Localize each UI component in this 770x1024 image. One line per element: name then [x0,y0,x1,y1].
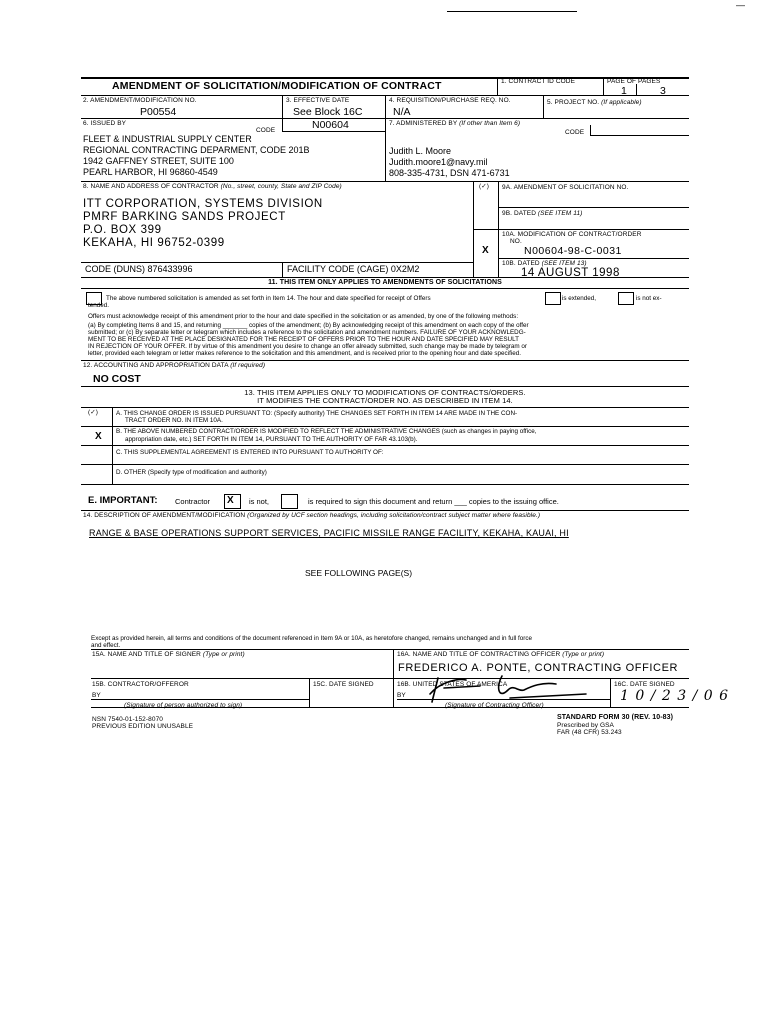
contract-id-label: 1. CONTRACT ID CODE [501,78,576,85]
item-13-d-line: D. OTHER (Specify type of modification and authority) [116,469,267,476]
item-13-heading-1: 13. THIS ITEM APPLIES ONLY TO MODIFICATIONS OF CONTRACTS/ORDERS. [244,388,526,397]
item-9b-label: 9B. DATED (SEE ITEM 11) [502,210,583,217]
page-number: 1 [621,85,627,97]
important-label: E. IMPORTANT: [88,495,158,506]
item-12-label: 12. ACCOUNTING AND APPROPRIATION DATA (If required) [83,362,266,369]
date-signed-16c: 1 0 / 2 3 / 0 6 [620,688,730,704]
administered-by-label: 7. ADMINISTERED BY (If other than Item 6) [389,120,521,127]
requisition-label: 4. REQUISITION/PURCHASE REQ. NO. [389,97,511,104]
issued-by-line-3: 1942 GAFFNEY STREET, SUITE 100 [83,156,234,166]
item-11-para-1: Offers must acknowledge receipt of this amendment prior to the hour and date specified in the solicitation or as amended, by one of the following methods: [88,313,519,320]
item-11-para-5: IN REJECTION OF YOUR OFFER. If by virtue of this amendment you desire to change an offer already submitted, such change may be made by telegram or [88,343,527,350]
item-10b-label: 10B. DATED (SEE ITEM 13) [502,260,587,267]
issued-by-line-1: FLEET & INDUSTRIAL SUPPLY CENTER [83,134,252,144]
page-count: 3 [660,85,666,97]
effective-date-label: 3. EFFECTIVE DATE [286,97,350,104]
item-10a-value: N00604-98-C-0031 [524,245,622,257]
by-label-15: BY [92,692,101,699]
item-15c-label: 15C. DATE SIGNED [313,681,374,688]
item-12-value: NO COST [93,373,141,385]
item-14-description: RANGE & BASE OPERATIONS SUPPORT SERVICES, PACIFIC MISSILE RANGE FACILITY, KEKAHA, KAUAI, HI [89,528,569,538]
is-not-mark: X [227,495,234,506]
item-16a-label: 16A. NAME AND TITLE OF CONTRACTING OFFICER (Type or print) [397,651,605,658]
amendment-no-label: 2. AMENDMENT/MODIFICATION NO. [83,97,197,104]
item-10a-no: NO. [510,238,522,245]
item-13-b-line-1: B. THE ABOVE NUMBERED CONTRACT/ORDER IS MODIFIED TO REFLECT THE ADMINISTRATIVE CHANGES (such as changes in paying office, [116,428,537,435]
item-16c-label: 16C. DATE SIGNED [614,681,675,688]
except-line-1: Except as provided herein, all terms and conditions of the document referenced in Item 9A or 10A, as heretofore changed, remains unchanged and in full force [91,635,533,642]
far-reference: FAR (48 CFR) 53.243 [557,729,622,736]
is-not-label: is not, [249,497,270,506]
item-15a-label: 15A. NAME AND TITLE OF SIGNER (Type or print) [92,651,245,658]
item-11-heading: 11. THIS ITEM ONLY APPLIES TO AMENDMENTS OF SOLICITATIONS [268,279,502,286]
item-13-b-mark: X [95,431,102,442]
item-11-para-2: (a) By completing Items 8 and 15, and returning _______ copies of the amendment; (b) By acknowledging receipt of this amendment on each copy of the offer [88,322,529,329]
tended-label: tended. [88,302,110,309]
item-13-heading-2: IT MODIFIES THE CONTRACT/ORDER NO. AS DESCRIBED IN ITEM 14. [257,396,513,405]
item-11-para-3: submitted; or (c) By separate letter or telegram which includes a reference to the solicitation and amendment numbers. FAILURE OF YOUR ACKNOWLEDG- [88,329,526,336]
not-extended-checkbox[interactable] [618,292,634,305]
item-9a-label: 9A. AMENDMENT OF SOLICITATION NO. [502,184,629,191]
issued-code-label: CODE [256,127,276,134]
is-required-checkbox[interactable] [281,494,298,509]
contractor-label: 8. NAME AND ADDRESS OF CONTRACTOR (No., street, county, State and ZIP Code) [83,183,342,190]
important-contractor: Contractor [175,497,211,506]
previous-edition: PREVIOUS EDITION UNUSABLE [92,723,194,730]
admin-line-1: Judith L. Moore [389,146,452,156]
item-11-para-6: letter, provided each telegram or letter makes reference to the solicitation and this amendment, and is received prior to the opening hour and date specified. [88,350,521,357]
item-13-a-line-2: TRACT ORDER NO. IN ITEM 10A. [125,417,223,424]
except-line-2: and effect. [91,642,121,649]
prescribed-by: Prescribed by GSA [557,722,614,729]
item-13-a-line-1: A. THIS CHANGE ORDER IS ISSUED PURSUANT TO: (Specify authority) THE CHANGES SET FORTH IN ITEM 14 ARE MADE IN THE CON- [116,410,518,417]
nsn-number: NSN 7540-01-152-8070 [92,716,164,723]
effective-date-value: See Block 16C [293,106,363,118]
corner-mark: — [736,0,745,10]
item-15b-label: 15B. CONTRACTOR/OFFEROR [92,681,189,688]
form-top-border [81,77,689,79]
contractor-line-4: KEKAHA, HI 96752-0399 [83,237,225,249]
amendment-no-value: P00554 [140,106,177,118]
contractor-cage: FACILITY CODE (CAGE) 0X2M2 [287,264,420,274]
issued-by-label: 6. ISSUED BY [83,120,127,127]
item-10b-value: 14 AUGUST 1998 [521,267,620,279]
admin-code-label: CODE [565,129,585,136]
by-label-16: BY [397,692,406,699]
form-title: AMENDMENT OF SOLICITATION/MODIFICATION OF CONTRACT [112,80,442,92]
signature-caption-15: (Signature of person authorized to sign) [124,702,243,709]
item-11-para-4: MENT TO BE RECEIVED AT THE PLACE DESIGNATED FOR THE RECEIPT OF OFFERS PRIOR TO THE HOUR AND DATE SPECIFIED MAY RESULT [88,336,519,343]
see-following-pages: SEE FOLLOWING PAGE(S) [305,568,413,578]
project-no-label: 5. PROJECT NO. (If applicable) [547,99,642,106]
issued-code-value: N00604 [312,119,349,131]
requisition-value: N/A [393,106,411,118]
item-16a-value: FREDERICO A. PONTE, CONTRACTING OFFICER [398,662,679,674]
item-11-line-1: The above numbered solicitation is amended as set forth in Item 14. The hour and date specified for receipt of Offers [106,295,431,302]
item-14-label: 14. DESCRIPTION OF AMENDMENT/MODIFICATION (Organized by UCF section headings, including solicitation/contract subject matter where feasible.) [83,512,541,519]
extended-label: is extended, [562,295,596,302]
contractor-line-2: PMRF BARKING SANDS PROJECT [83,211,286,223]
contractor-duns: CODE (DUNS) 876433996 [85,264,193,274]
admin-line-3: 808-335-4731, DSN 471-6731 [389,168,510,178]
issued-by-line-4: PEARL HARBOR, HI 96860-4549 [83,167,218,177]
contractor-line-1: ITT CORPORATION, SYSTEMS DIVISION [83,198,323,210]
item-10a-mark: X [482,245,489,256]
issued-by-line-2: REGIONAL CONTRACTING DEPARMENT, CODE 201B [83,145,310,155]
admin-line-2: Judith.moore1@navy.mil [389,157,488,167]
check-column-9a: (✓) [479,183,490,190]
extended-checkbox[interactable] [545,292,561,305]
standard-form: STANDARD FORM 30 (REV. 10-83) [557,714,674,721]
contractor-line-3: P.O. BOX 399 [83,224,162,236]
signature-caption-16: (Signature of Contracting Officer) [445,702,544,709]
important-rest: is required to sign this document and return ___ copies to the issuing office. [308,497,559,506]
item-13-b-line-2: appropriation date, etc.) SET FORTH IN ITEM 14, PURSUANT TO THE AUTHORITY OF FAR 43.103(b). [125,436,418,443]
item-13-c-line: C. THIS SUPPLEMENTAL AGREEMENT IS ENTERED INTO PURSUANT TO AUTHORITY OF: [116,449,384,456]
item-16b-label: 16B. UNITED STATES OF AMERICA [397,681,508,688]
item-10a-label: 10A. MODIFICATION OF CONTRACT/ORDER [502,231,642,238]
contracting-officer-signature [410,672,600,706]
not-extended-label: is not ex- [636,295,662,302]
item-13-check-column: (✓) [88,409,99,416]
page-of-pages-label: PAGE OF PAGES [607,78,661,85]
